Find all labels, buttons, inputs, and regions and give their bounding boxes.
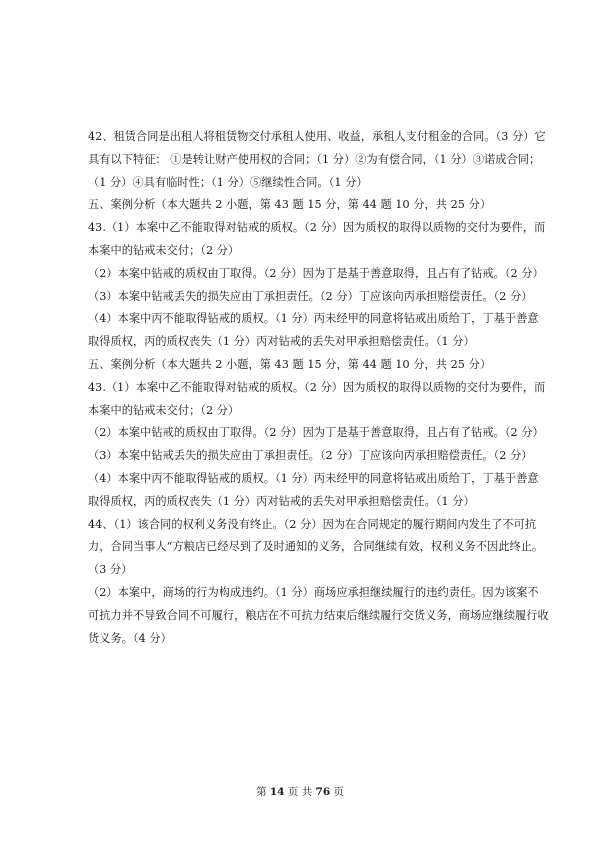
text-line: 43.（1）本案中乙不能取得对钻戒的质权。（2 分）因为质权的取得以质物的交付为要件，而: [88, 380, 546, 394]
text-line: （3 分）: [88, 563, 133, 577]
page-footer: [0, 785, 600, 799]
answer-text-block: [88, 126, 549, 650]
footer-middle: 页 共: [287, 786, 313, 798]
text-line: 可抗力并不导致合同不可履行，粮店在不可抗力结束后继续履行交货义务，商场应继续履行收: [88, 608, 549, 622]
text-line: 取得质权，丙的质权丧失（1 分）丙对钻戒的丢失对甲承担赔偿责任。（1 分）: [88, 335, 475, 349]
text-line: 货义务。（4 分）: [88, 631, 172, 645]
text-line: 本案中的钻戒未交付；（2 分）: [88, 403, 240, 417]
footer-page-number: 14: [269, 786, 285, 798]
text-line: 本案中的钻戒未交付；（2 分）: [88, 243, 240, 257]
text-line: （4）本案中丙不能取得钻戒的质权。（1 分）丙未经甲的同意将钻戒出质给丁，丁基于善意: [88, 471, 539, 485]
text-line: （2）本案中钻戒的质权由丁取得。（2 分）因为丁是基于善意取得，且占有了钻戒。（2 分）: [88, 426, 544, 440]
text-line: （2）本案中钻戒的质权由丁取得。（2 分）因为丁是基于善意取得，且占有了钻戒。（2 分）: [88, 266, 544, 280]
section-heading: 五、案例分析（本大题共 2 小题，第 43 题 15 分，第 44 题 10 分，共 25 分）: [88, 357, 492, 371]
text-line: （1 分）④具有临时性；（1 分）⑤继续性合同。（1 分）: [88, 175, 368, 189]
text-line: （2）本案中，商场的行为构成违约。（1 分）商场应承担继续履行的违约责任。因为该案不: [88, 585, 539, 599]
footer-prefix: 第: [256, 786, 267, 798]
footer-suffix: 页: [333, 786, 344, 798]
text-line: （3）本案中钻戒丢失的损失应由丁承担责任。（2 分）丁应该向丙承担赔偿责任。（2 分）: [88, 449, 533, 463]
text-line: 43.（1）本案中乙不能取得对钻戒的质权。（2 分）因为质权的取得以质物的交付为要件，而: [88, 221, 546, 235]
footer-total-pages: 76: [315, 786, 331, 798]
text-line: 具有以下特征： ①是转让财产使用权的合同；（1 分）②为有偿合同，（1 分）③诺成合同；: [88, 152, 541, 166]
text-line: （4）本案中丙不能取得钻戒的质权。（1 分）丙未经甲的同意将钻戒出质给丁，丁基于善意: [88, 312, 539, 326]
text-line: （3）本案中钻戒丢失的损失应由丁承担责任。（2 分）丁应该向丙承担赔偿责任。（2 分）: [88, 289, 533, 303]
section-heading: 五、案例分析（本大题共 2 小题，第 43 题 15 分，第 44 题 10 分，共 25 分）: [88, 198, 492, 212]
text-line: 力，合同当事人“方粮店已经尽到了及时通知的义务，合同继续有效，权利义务不因此终止。: [88, 540, 544, 554]
text-line: 44、（1）该合同的权利义务没有终止。（2 分）因为在合同规定的履行期间内发生了不可抗: [88, 517, 537, 531]
text-line: 42、租赁合同是出租人将租赁物交付承租人使用、收益，承租人支付租金的合同。（3 分）它: [88, 130, 546, 143]
text-line: 取得质权，丙的质权丧失（1 分）丙对钻戒的丢失对甲承担赔偿责任。（1 分）: [88, 494, 475, 508]
